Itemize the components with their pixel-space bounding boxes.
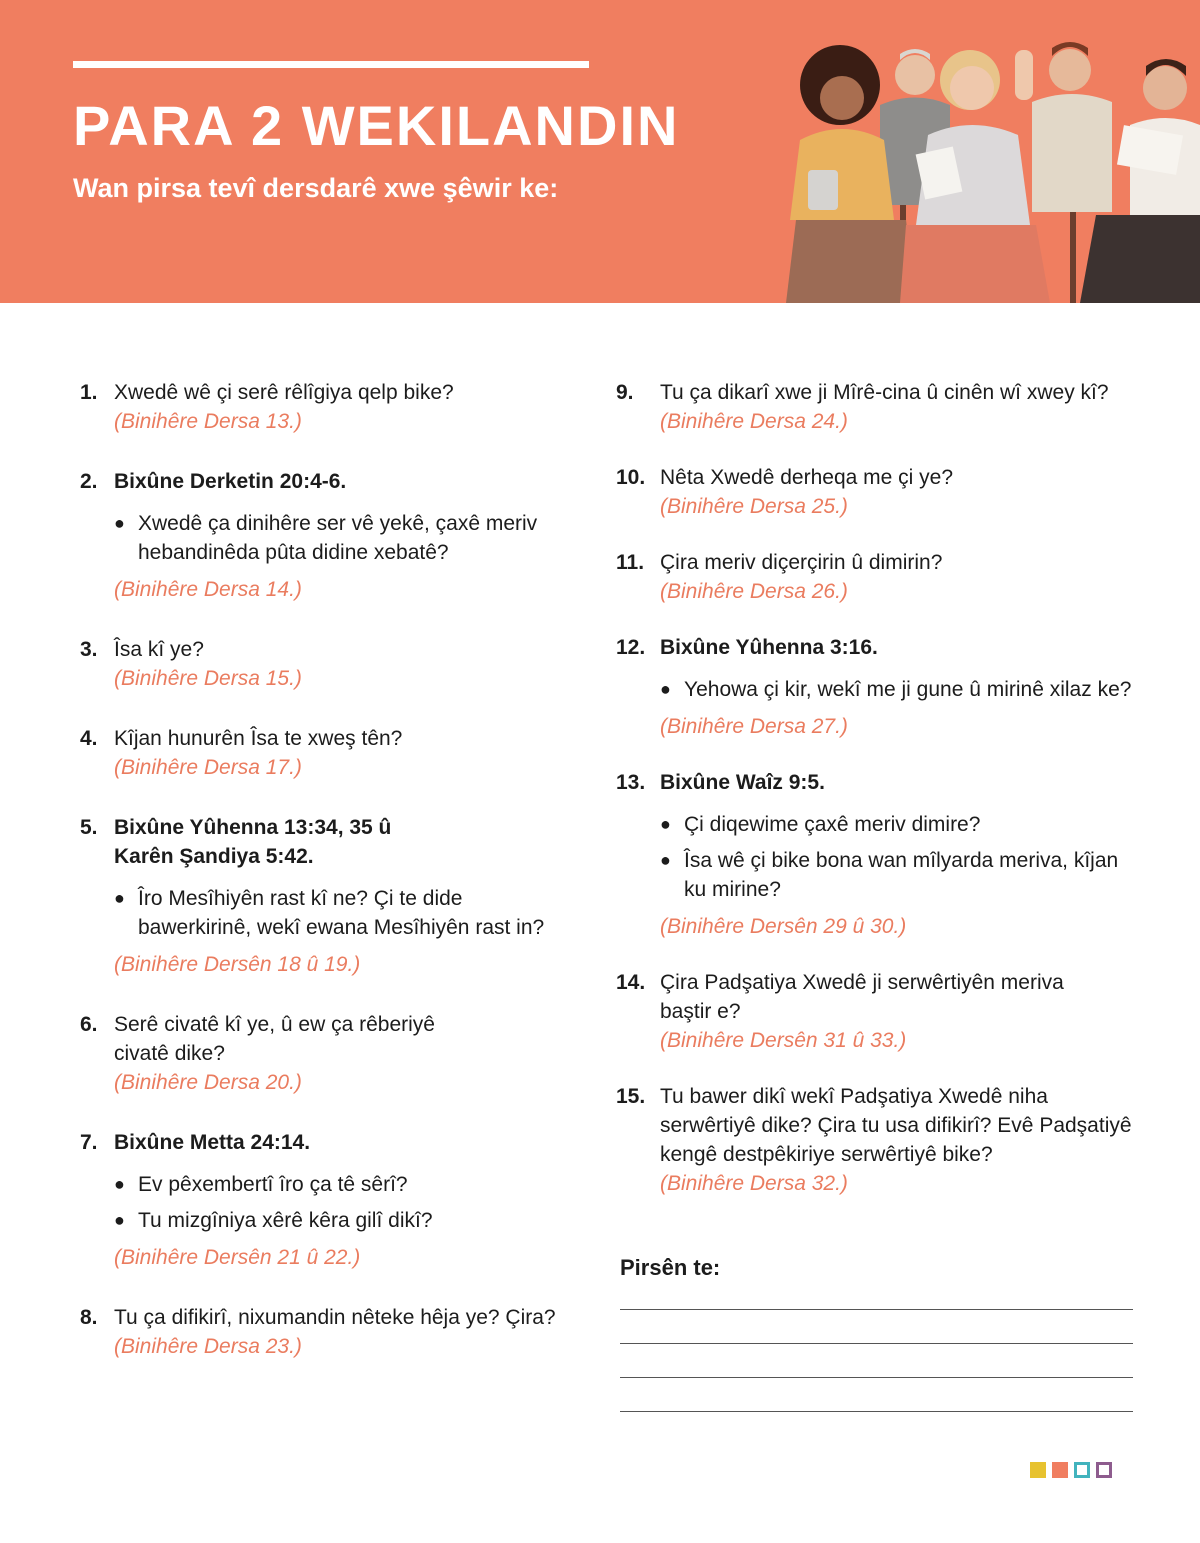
bullet-icon: ● — [114, 1210, 125, 1230]
bullet-icon: ● — [114, 1174, 125, 1194]
question-15: 15. Tu bawer dikî wekî Padşatiya Xwedê niha serwêrtiyê dike? Çira tu usa difikirî? Evê Padşatiyê kengê destpêkiriye serwêrtiyê bike? (Binihêre Dersa 32.) — [616, 1082, 1146, 1198]
audience-illustration — [760, 30, 1200, 303]
lesson-reference: (Binihêre Dersa 13.) — [114, 410, 302, 433]
bullet-item: ● Yehowa çi kir, wekî me ji gune û mirinê xilaz ke? — [684, 675, 1146, 704]
lesson-reference: (Binihêre Dersên 21 û 22.) — [114, 1246, 361, 1269]
lesson-reference: (Binihêre Dersa 24.) — [660, 410, 848, 433]
header-banner — [0, 0, 1200, 303]
question-6: 6. Serê civatê kî ye, û ew ça rêberiyê civatê dike? (Binihêre Dersa 20.) — [80, 1010, 580, 1097]
question-5: 5. Bixûne Yûhenna 13:34, 35 û Karên Şandiya 5:42. ● Îro Mesîhiyên rast kî ne? Çi te dide bawerkirinê, wekî ewana Mesîhiyên rast in? (Binihêre Dersên 18 û 19.) — [80, 813, 580, 979]
lesson-reference: (Binihêre Dersa 32.) — [660, 1172, 848, 1195]
square-purple-outline — [1096, 1462, 1112, 1478]
square-yellow — [1030, 1462, 1046, 1478]
bullet-item: ● Îsa wê çi bike bona wan mîlyarda meriva, kîjan ku mirine? — [684, 846, 1146, 904]
question-9: 9. Tu ça dikarî xwe ji Mîrê-cina û cinên wî xwey kî? (Binihêre Dersa 24.) — [616, 378, 1146, 436]
lesson-reference: (Binihêre Dersa 20.) — [114, 1071, 302, 1094]
question-3: 3. Îsa kî ye? (Binihêre Dersa 15.) — [80, 635, 580, 693]
lesson-reference: (Binihêre Dersa 14.) — [114, 578, 302, 601]
notes-line — [620, 1309, 1133, 1310]
page-title: PARA 2 WEKILANDIN — [73, 94, 680, 157]
lesson-reference: (Binihêre Dersa 23.) — [114, 1335, 302, 1358]
question-2: 2. Bixûne Derketin 20:4-6. ● Xwedê ça dinihêre ser vê yekê, çaxê meriv hebandinêda pûta didine xebatê? (Binihêre Dersa 14.) — [80, 467, 580, 604]
lesson-reference: (Binihêre Dersa 25.) — [660, 495, 848, 518]
notes-line — [620, 1411, 1133, 1412]
lesson-reference: (Binihêre Dersên 29 û 30.) — [660, 915, 907, 938]
bullet-item: ● Ev pêxembertî îro ça tê sêrî? — [138, 1170, 580, 1199]
question-12: 12. Bixûne Yûhenna 3:16. ● Yehowa çi kir, wekî me ji gune û mirinê xilaz ke? (Binihêre Dersa 27.) — [616, 633, 1146, 741]
bullet-icon: ● — [660, 679, 671, 699]
question-7: 7. Bixûne Metta 24:14. ● Ev pêxembertî îro ça tê sêrî? ● Tu mizgîniya xêrê kêra gilî dikî? (Binihêre Dersên 21 û 22.) — [80, 1128, 580, 1272]
bullet-icon: ● — [660, 850, 671, 870]
page-subtitle: Wan pirsa tevî dersdarê xwe şêwir ke: — [73, 173, 559, 203]
question-4: 4. Kîjan hunurên Îsa te xweş tên? (Binihêre Dersa 17.) — [80, 724, 580, 782]
lesson-reference: (Binihêre Dersa 26.) — [660, 580, 848, 603]
bullet-icon: ● — [114, 513, 125, 533]
question-1: 1. Xwedê wê çi serê rêlîgiya qelp bike? (Binihêre Dersa 13.) — [80, 378, 580, 436]
lesson-reference: (Binihêre Dersên 18 û 19.) — [114, 953, 361, 976]
bullet-icon: ● — [660, 814, 671, 834]
question-10: 10. Nêta Xwedê derheqa me çi ye? (Binihêre Dersa 25.) — [616, 463, 1146, 521]
question-13: 13. Bixûne Waîz 9:5. ● Çi diqewime çaxê meriv dimire? ● Îsa wê çi bike bona wan mîlyarda meriva, kîjan ku mirine? (Binihêre Dersên 29 û 30.) — [616, 768, 1146, 941]
header-rule — [73, 61, 589, 68]
bullet-list — [114, 884, 580, 942]
lesson-reference: (Binihêre Dersa 17.) — [114, 756, 302, 779]
lesson-reference: (Binihêre Dersa 15.) — [114, 667, 302, 690]
lesson-reference: (Binihêre Dersên 31 û 33.) — [660, 1029, 907, 1052]
color-squares — [1030, 1462, 1112, 1478]
notes-line — [620, 1377, 1133, 1378]
square-coral — [1052, 1462, 1068, 1478]
questions-right-column — [616, 378, 1146, 1198]
question-14: 14. Çira Padşatiya Xwedê ji serwêrtiyên meriva baştir e? (Binihêre Dersên 31 û 33.) — [616, 968, 1146, 1055]
bullet-item: ● Îro Mesîhiyên rast kî ne? Çi te dide bawerkirinê, wekî ewana Mesîhiyên rast in? — [138, 884, 580, 942]
bullet-list — [114, 1170, 580, 1235]
square-teal-outline — [1074, 1462, 1090, 1478]
bullet-list — [660, 675, 1146, 704]
bullet-list — [660, 810, 1146, 904]
question-11: 11. Çira meriv diçerçirin û dimirin? (Binihêre Dersa 26.) — [616, 548, 1146, 606]
question-8: 8. Tu ça difikirî, nixumandin nêteke hêja ye? Çira? (Binihêre Dersa 23.) — [80, 1303, 580, 1361]
bullet-icon: ● — [114, 888, 125, 908]
bullet-item: ● Xwedê ça dinihêre ser vê yekê, çaxê meriv hebandinêda pûta didine xebatê? — [138, 509, 580, 567]
bullet-item: ● Tu mizgîniya xêrê kêra gilî dikî? — [138, 1206, 580, 1235]
bullet-list — [114, 509, 580, 567]
bullet-item: ● Çi diqewime çaxê meriv dimire? — [684, 810, 1146, 839]
lesson-reference: (Binihêre Dersa 27.) — [660, 715, 848, 738]
notes-line — [620, 1343, 1133, 1344]
notes-label: Pirsên te: — [620, 1255, 721, 1280]
questions-left-column — [80, 378, 580, 1361]
